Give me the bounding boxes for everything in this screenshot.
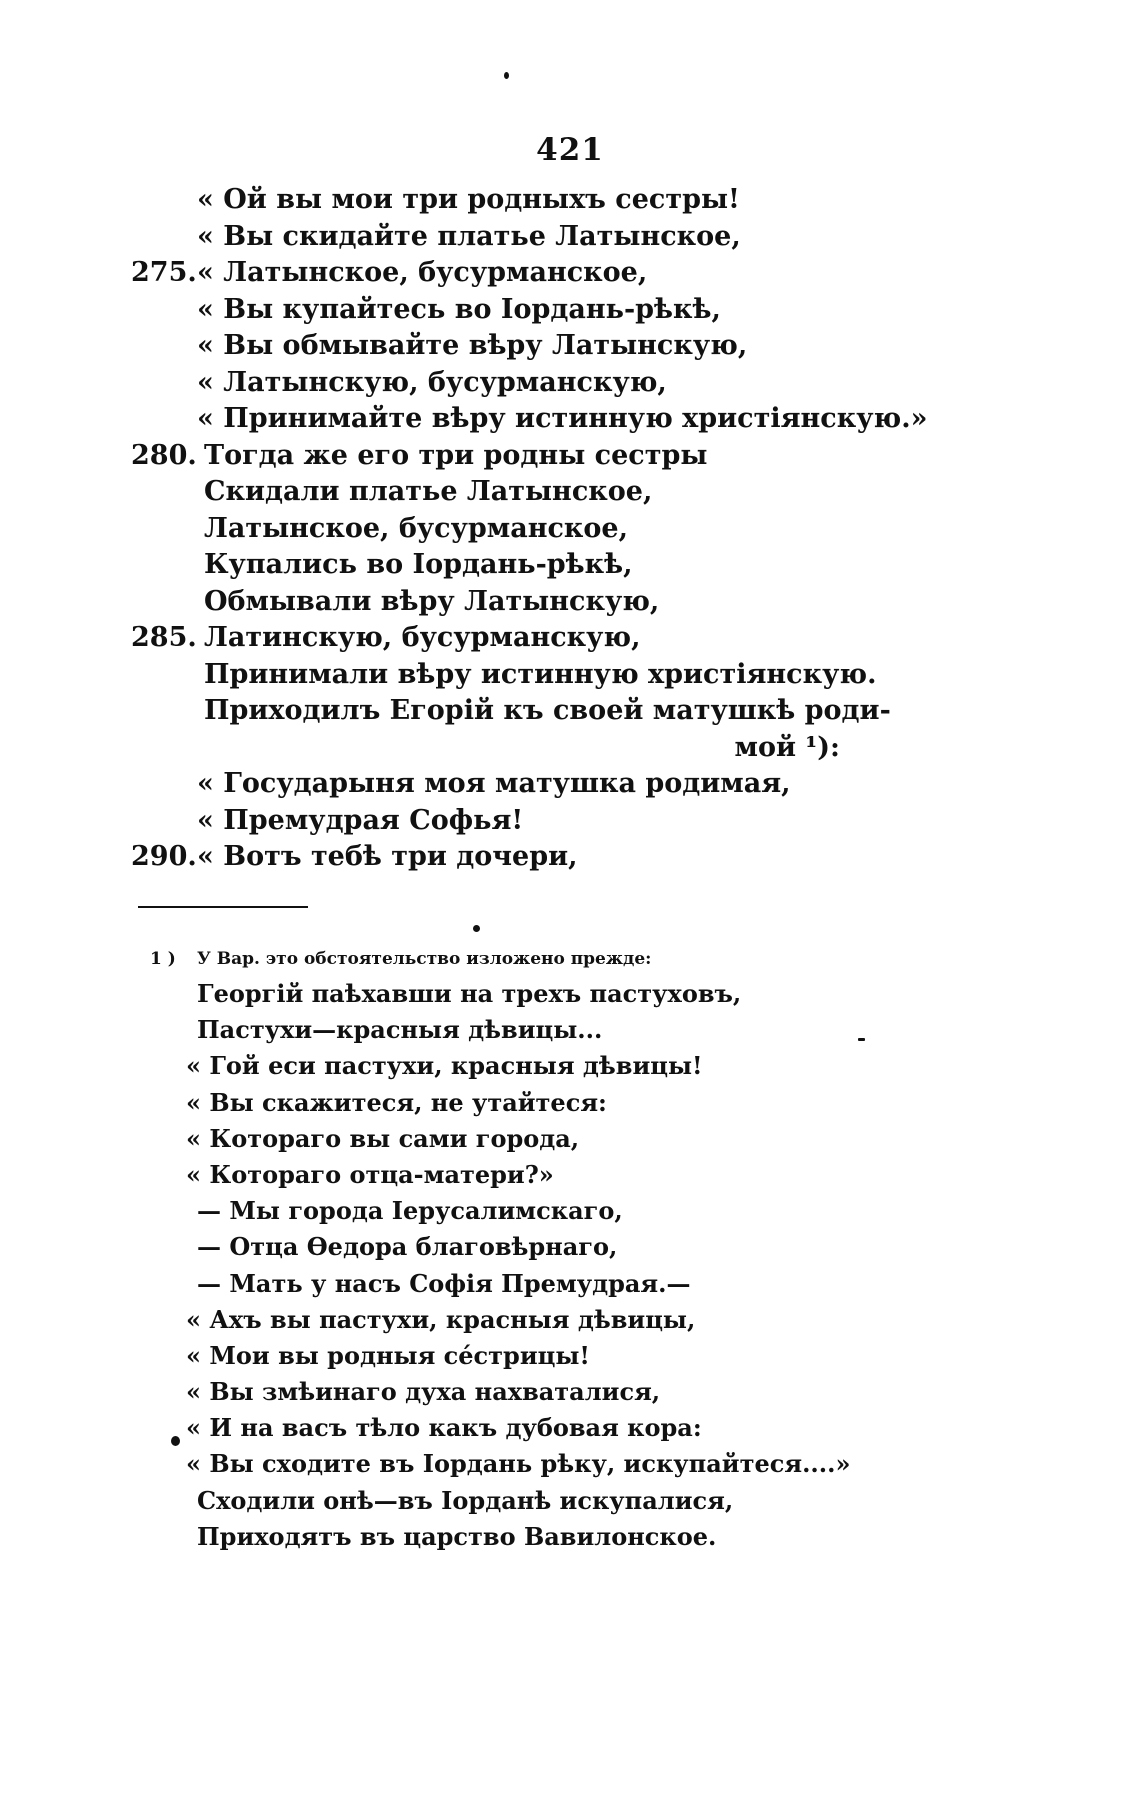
footnote-line: [0, 1483, 1140, 1519]
verse-line: [0, 584, 1140, 621]
verse-line: [0, 182, 1140, 219]
footnote-text: — Мать у насъ Софія Премудрая.—: [197, 1268, 691, 1298]
verse-line: [0, 401, 1140, 438]
footnote-text: « И на васъ тѣло какъ дубовая кора:: [186, 1413, 702, 1443]
verse-line: [0, 547, 1140, 584]
footnote-line: [0, 1338, 1140, 1374]
footnote-line: [0, 1157, 1140, 1193]
line-number: 285.: [131, 622, 197, 653]
verse-text: « Ой вы мои три родныхъ сестры!: [197, 184, 740, 215]
verse-text: Обмывали вѣру Латынскую,: [204, 585, 660, 617]
line-number: 280.: [131, 439, 197, 471]
footnote-line: [0, 1410, 1140, 1446]
footnote-text: « Котораго отца-матери?»: [186, 1159, 554, 1189]
footnote-line: [0, 1085, 1140, 1121]
footnote-intro: [0, 942, 1140, 976]
footnote-text: « Вы сходите въ Іордань рѣку, искупайтеся....»: [186, 1449, 851, 1479]
verse-text: Приходилъ Егорій къ своей матушкѣ роди-: [204, 695, 891, 726]
verse-line: [0, 620, 1140, 657]
verse-line: [0, 730, 1140, 767]
verse-line: [0, 474, 1140, 511]
verse-line: [0, 365, 1140, 402]
verse-text: « Вы скидайте платье Латынское,: [197, 220, 741, 252]
verse-text: « Вотъ тебѣ три дочери,: [197, 841, 578, 872]
verse-line: [0, 292, 1140, 329]
footnote-line: [0, 976, 1140, 1012]
verse-line: [0, 219, 1140, 256]
verse-text: « Государыня моя матушка родимая,: [197, 768, 791, 799]
footnote-line: [0, 1121, 1140, 1157]
verse-line: [0, 438, 1140, 475]
footnote-separator-rule: [138, 906, 308, 908]
verse-line: [0, 839, 1140, 876]
footnote-line: [0, 1048, 1140, 1084]
footnote-lines: [0, 976, 1140, 1555]
verse-line: [0, 657, 1140, 694]
verse-line: [0, 255, 1140, 292]
footnote-line: [0, 1012, 1140, 1048]
line-number: 275.: [131, 257, 197, 288]
line-number: 290.: [131, 841, 197, 872]
verse-text: Латинскую, бусурманскую,: [204, 622, 641, 653]
footnote-text: — Отца Ѳедора благовѣрнаго,: [197, 1232, 618, 1262]
footnote-line: [0, 1374, 1140, 1410]
footnote-text: « Ахъ вы пастухи, красныя дѣвицы,: [186, 1304, 696, 1334]
footnote-marker: 1 ): [150, 949, 176, 969]
verse-text: « Латынское, бусурманское,: [197, 257, 648, 288]
verse-line: [0, 328, 1140, 365]
footnote-text: Георгій паѣхавши на трехъ пастуховъ,: [197, 979, 742, 1008]
verse-text: Принимали вѣру истинную христіянскую.: [204, 658, 877, 690]
footnote-text: Сходили онѣ—въ Іорданѣ искупалися,: [197, 1485, 734, 1515]
footnote-line: [0, 1302, 1140, 1338]
verse-line: [0, 766, 1140, 803]
ink-speck: [504, 72, 509, 79]
verse-text: Купались во Іордань-рѣкѣ,: [204, 549, 633, 580]
footnote-text: « Котораго вы сами города,: [186, 1123, 580, 1153]
verse-text: Тогда же его три родны сестры: [204, 439, 708, 471]
ink-speck: [473, 925, 480, 932]
footnote-text: Пастухи—красныя дѣвицы...: [197, 1015, 603, 1045]
verse-block: [0, 182, 1140, 876]
verse-text: « Латынскую, бусурманскую,: [197, 366, 667, 398]
verse-text: « Принимайте вѣру истинную христіянскую.»: [197, 403, 928, 434]
footnote-text: « Гой еси пастухи, красныя дѣвицы!: [186, 1051, 703, 1081]
footnote-block: [0, 942, 1140, 1555]
footnote-line: [0, 1519, 1140, 1555]
verse-text: « Вы купайтесь во Іордань-рѣкѣ,: [197, 293, 721, 325]
footnote-line: [0, 1446, 1140, 1482]
footnote-text: — Мы города Іерусалимскаго,: [197, 1196, 623, 1226]
footnote-line: [0, 1266, 1140, 1302]
footnote-line: [0, 1229, 1140, 1265]
verse-line: [0, 511, 1140, 548]
page-number: 421: [536, 132, 604, 168]
verse-text: « Премудрая Софья!: [197, 804, 524, 836]
verse-line: [0, 803, 1140, 840]
footnote-intro-text: У Вар. это обстоятельство изложено прежде:: [197, 949, 652, 969]
footnote-text: « Вы скажитеся, не утайтеся:: [186, 1087, 607, 1117]
verse-text: Латынское, бусурманское,: [204, 512, 628, 544]
footnote-line: [0, 1193, 1140, 1229]
footnote-text: « Вы змѣинаго духа нахваталися,: [186, 1377, 661, 1407]
verse-text: « Вы обмывайте вѣру Латынскую,: [197, 330, 748, 361]
verse-text: Скидали платье Латынское,: [204, 476, 653, 507]
footnote-text: « Мои вы родныя сéстрицы!: [186, 1340, 590, 1370]
verse-line: [0, 693, 1140, 730]
footnote-text: Приходятъ въ царство Вавилонское.: [197, 1521, 717, 1551]
verse-continuation: мой ¹):: [734, 731, 840, 763]
